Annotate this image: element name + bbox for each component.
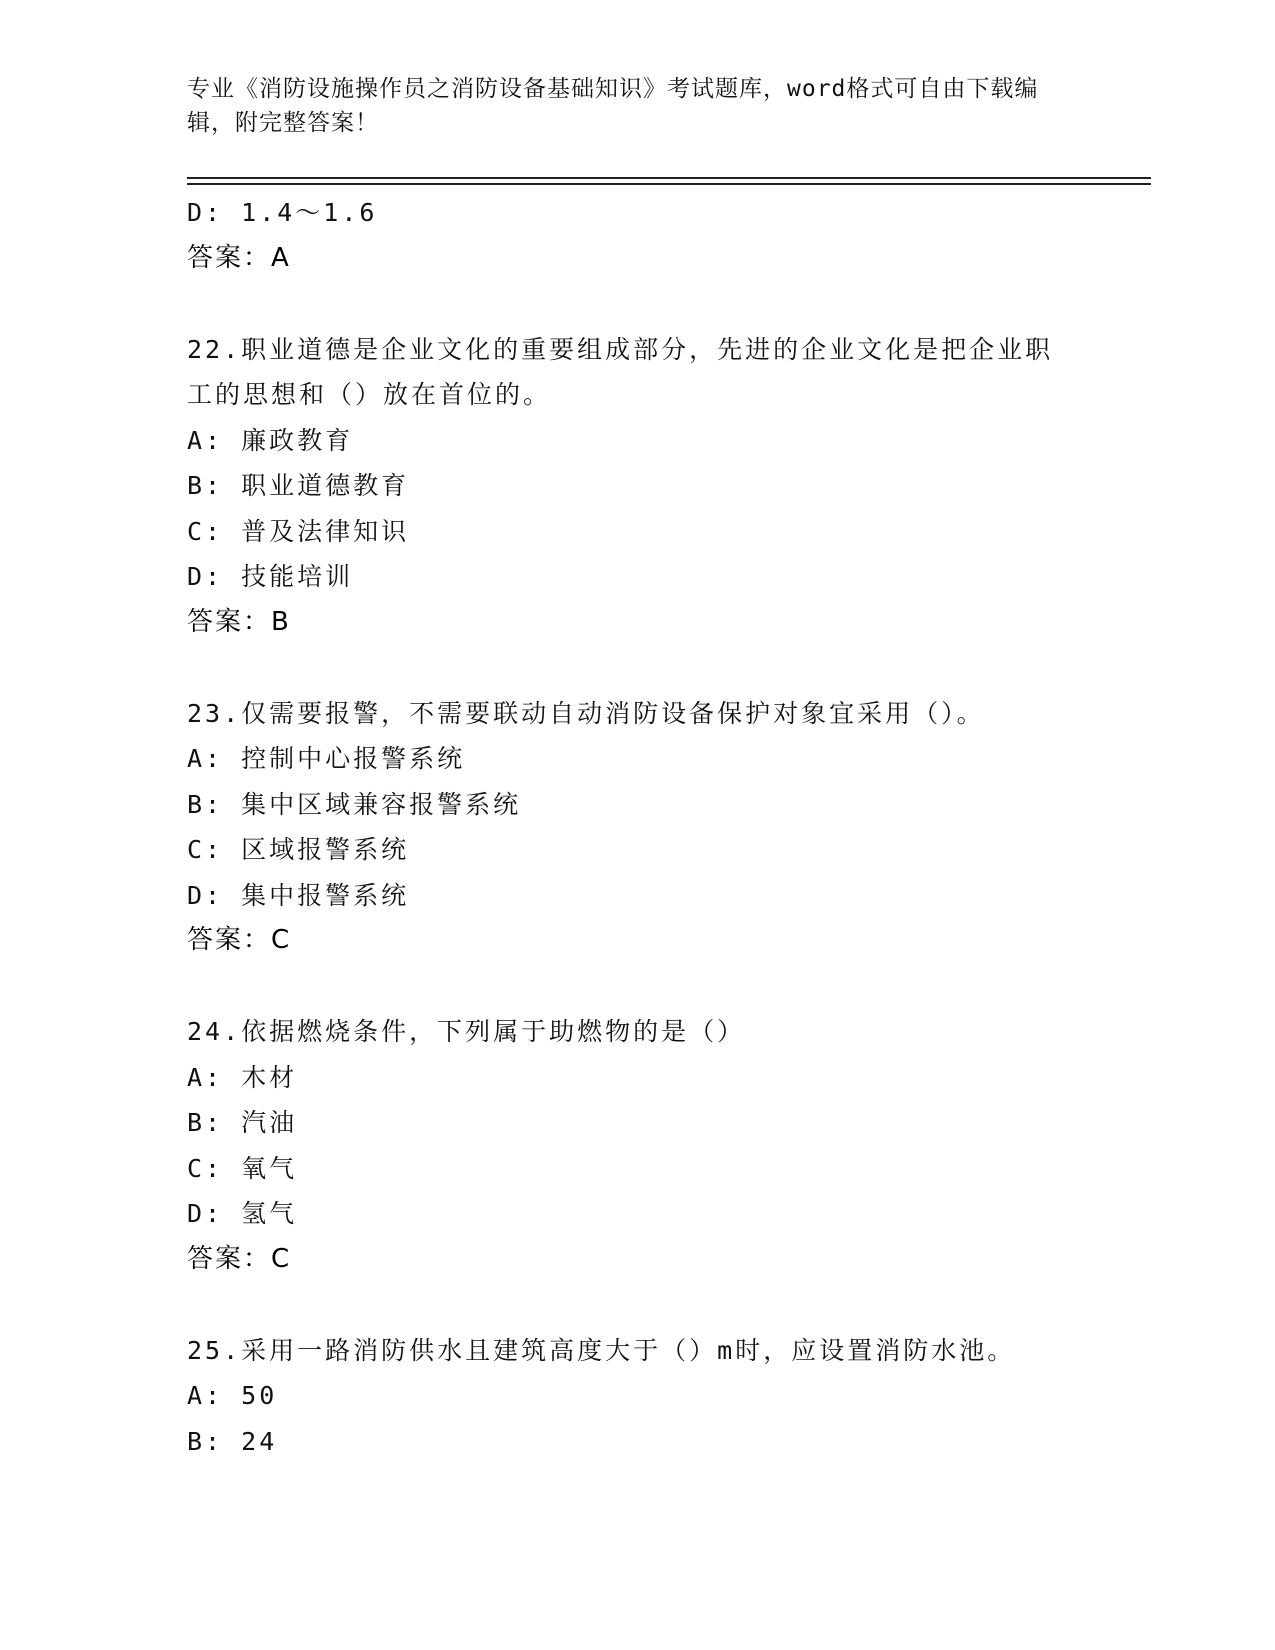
spacer xyxy=(187,964,1067,1010)
q22-option-b: B: 职业道德教育 xyxy=(187,471,410,500)
spacer xyxy=(187,281,1067,327)
q21-option-d: D: 1.4～1.6 xyxy=(187,198,378,227)
q22-answer: 答案：B xyxy=(187,606,291,637)
q24-option-d: D: 氢气 xyxy=(187,1199,298,1228)
q24-option-c: C: 氧气 xyxy=(187,1153,298,1183)
q24-stem-line1: 24.依据燃烧条件，下列属于助燃物的是（） xyxy=(187,1017,746,1046)
q23-option-a: A: 控制中心报警系统 xyxy=(187,744,466,773)
spacer xyxy=(187,645,1067,691)
q21-answer: 答案：A xyxy=(187,242,291,273)
q23-option-b: B: 集中区域兼容报警系统 xyxy=(187,789,522,819)
q25-option-a: A: 50 xyxy=(187,1381,278,1410)
q25-stem-line1: 25.采用一路消防供水且建筑高度大于（）m时，应设置消防水池。 xyxy=(187,1335,1016,1365)
q23-stem-line1: 23.仅需要报警，不需要联动自动消防设备保护对象宜采用（）。 xyxy=(187,698,985,728)
q23-answer: 答案：C xyxy=(187,925,292,955)
document-header: 专业《消防设施操作员之消防设备基础知识》考试题库，word格式可自由下载编辑，附完整答案！ xyxy=(187,76,1039,136)
q24-option-b: B: 汽油 xyxy=(187,1108,298,1137)
spacer xyxy=(187,1282,1067,1328)
q22-option-a: A: 廉政教育 xyxy=(187,425,354,455)
q22-option-c: C: 普及法律知识 xyxy=(187,516,410,546)
q24-option-a: A: 木材 xyxy=(187,1062,298,1092)
q23-option-d: D: 集中报警系统 xyxy=(187,880,410,910)
q24-answer: 答案：C xyxy=(187,1243,292,1274)
q23-option-c: C: 区域报警系统 xyxy=(187,835,410,864)
question-content xyxy=(187,190,1067,1464)
q22-stem-line2: 工的思想和（）放在首位的。 xyxy=(187,380,552,409)
q22-option-d: D: 技能培训 xyxy=(187,562,354,591)
q25-option-b: B: 24 xyxy=(187,1426,278,1456)
header-divider-top xyxy=(187,177,1151,179)
q22-stem-line1: 22.职业道德是企业文化的重要组成部分，先进的企业文化是把企业职 xyxy=(187,334,1054,364)
header-divider-bottom xyxy=(187,183,1151,185)
